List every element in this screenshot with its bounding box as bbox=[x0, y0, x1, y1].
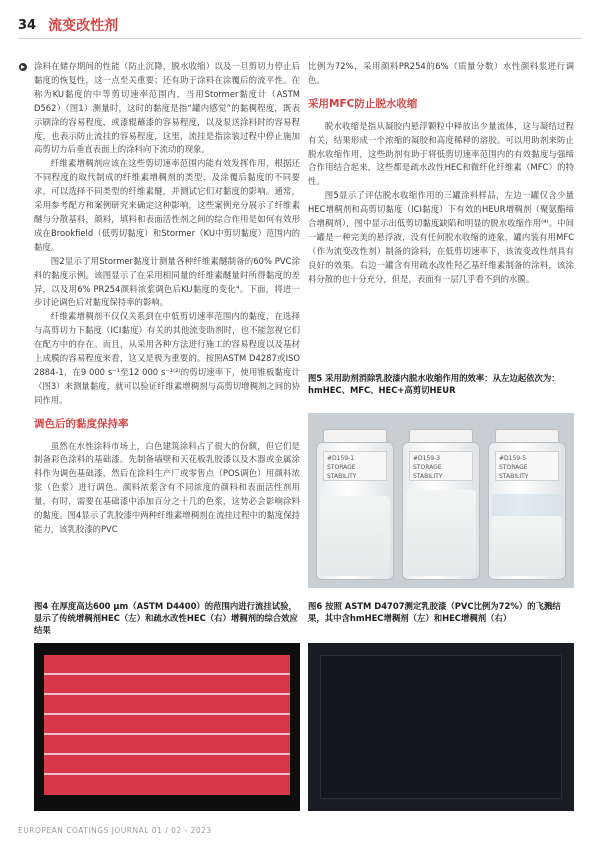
page-header bbox=[18, 14, 582, 36]
jar-cap bbox=[495, 429, 559, 443]
figure-6-photo bbox=[308, 643, 574, 811]
jar-paint bbox=[320, 496, 390, 576]
page-number: 34 bbox=[18, 17, 37, 33]
continuation-arrow-icon bbox=[19, 63, 27, 71]
figure-5-caption: 图5 采用助剂消除乳胶漆内脱水收缩作用的效率：从左边起依次为：hmHEC、MFC、HEC+高剪切HEUR bbox=[308, 373, 560, 395]
jar-paint bbox=[492, 516, 562, 576]
jar-label: #D159-5 STORAGE STABILITY bbox=[495, 451, 559, 481]
right-column bbox=[308, 60, 574, 287]
paragraph: 图5显示了评估脱水收缩作用的三罐涂料样品，左边一罐仅含少量HEC增稠剂和高剪切黏度（ICI黏度）下有效的HEUR增稠剂（聚氨酯缔合增稠剂），图中显示出低剪切黏度缺陷和明显的脱水收缩作用⁽⁴⁾。中间一罐是一种完美的悬浮液，没有任何脱水收缩的迹象，罐内装有用MFC（作为流变改性剂）制备的涂料，在低剪切速率下，该流变改性剂具有良好的效果。右边一罐含有用疏水改性羟乙基纤维素制备的涂料，该涂料分散的也十分充分，但是，表面有一层几乎看不到的水膜。 bbox=[308, 190, 574, 284]
paragraph: 图2显示了用Stormer黏度计测量各种纤维素醚制备的60% PVC涂料的黏度示例。该图显示了在采用相同量的纤维素醚量时所得黏度的差异，以及用6% PR254颜料浓浆调色后KU黏度的变化⁴。下面，将进一步讨论调色后对黏度保持率的影响。 bbox=[34, 255, 300, 308]
figure-4-photo bbox=[34, 643, 300, 811]
stripe-line bbox=[44, 673, 290, 675]
paragraph bbox=[34, 60, 300, 157]
jar-right bbox=[488, 442, 566, 580]
jar-water-layer bbox=[492, 494, 562, 516]
figure-5-photo bbox=[308, 413, 574, 588]
paragraph: 比例为72%，采用颜料PR254的6%（质量分数）水性颜料浆进行调色。 bbox=[308, 61, 574, 85]
figure-6-caption: 图6 按照 ASTM D4707测定乳胶漆（PVC比例为72%）的飞溅结果，其中含hmHEC增稠剂（左）和HEC增稠剂（右） bbox=[308, 601, 561, 623]
stripe-line bbox=[44, 773, 290, 775]
page-footer: EUROPEAN COATINGS JOURNAL 01 / 02 - 2023 bbox=[18, 826, 212, 835]
stripe-line bbox=[44, 713, 290, 715]
stripe-line bbox=[44, 733, 290, 735]
jar-label: #D159-1 STORAGE STABILITY bbox=[323, 451, 387, 481]
subheading: 调色后的黏度保持率 bbox=[34, 417, 129, 430]
jar-cap bbox=[323, 429, 387, 443]
figure-4-caption: 图4 在厚度高达600 μm（ASTM D4400）的范围内进行流挂试验，显示了传统增稠剂HEC（左）和疏水改性HEC（右）增稠剂的综合效应结果 bbox=[34, 601, 298, 635]
left-column bbox=[34, 60, 300, 537]
paragraph: 纤维素增稠剂不仅仅关系到在中低剪切速率范围内的黏度，在选择与高剪切力下黏度（ICI黏度）有关的其他流变助剂时，也不能忽视它们在配方中的存在。而且，从采用各种方法进行施工的容易程度以及基材上成膜的容易程度来看，这又是极为重要的。按照ASTM D4287或ISO 2884-1，在9 000 s⁻¹至12 000 s⁻¹⁽²⁾的剪切速率下，使用锥板黏度计（图3）来测量黏度，就可以验证纤维素增稠剂与高剪切增稠剂之间的协同作用。 bbox=[34, 311, 300, 405]
jar-paint bbox=[406, 490, 476, 576]
jar-left bbox=[316, 442, 394, 580]
stripe-line bbox=[44, 693, 290, 695]
subheading: 采用MFC防止脱水收缩 bbox=[308, 97, 418, 110]
sag-test-panel bbox=[44, 655, 290, 795]
paragraph: 纤维素增稠剂应该在这些剪切速率范围内能有效发挥作用，根据还不同程度的取代制成的纤维素增稠剂的类型，及涂覆后黏度的不同要求，可以选择不同类型的纤维素醚，并测试它们对黏度的影响。通常，采用参考配方和案例研究来确定这种影响，这些案例充分展示了纤维素醚与分散基料，颜料，填料和表面活性剂之间的综合作用是如何有效形成在Brookfield（低剪切黏度）和Stormer（KU中剪切黏度）范围内的黏度。 bbox=[34, 158, 300, 252]
jar-label: #D159-3 STORAGE STABILITY bbox=[409, 451, 473, 481]
jar-middle bbox=[402, 442, 480, 580]
spatter-test-panel bbox=[320, 655, 562, 799]
section-title: 流变改性剂 bbox=[48, 18, 119, 34]
paragraph: 虽然在水性涂料市场上，白色建筑涂料占了很大的份额，但它们是制备彩色涂料的基础漆。先制备墙壁和天花板乳胶漆以及木器或金属涂料作为调色基础漆，然后在涂料生产厂或零售点（POS调色）用颜料浓浆（色浆）进行调色。颜料浓浆含有不同浓度的颜料和表面活性剂用量，有时，需要在基础漆中添加百分之十几的色浆，这势必会影响涂料的黏度。图4显示了乳胶漆中两种纤维素增稠剂在流挂过程中的黏度保持能力，该乳胶漆的PVC bbox=[34, 440, 300, 534]
header-divider bbox=[18, 38, 582, 39]
jar-cap bbox=[409, 429, 473, 443]
stripe-line bbox=[44, 753, 290, 755]
paragraph-text: 涂料在储存期间的性能（防止沉降，脱水收缩）以及一旦剪切力停止后黏度的恢复性，这一点至关重要；还有助于涂料在涂覆后的流平性。在称为KU黏度的中等剪切速率范围内，当用Stormer黏度计（ASTM D562）（图1）测量时，这时的黏度是指“罐内感觉”的黏稠程度，既表示刷涂的容易程度，或漆辊蘸漆的容易程度，以及泵送涂料时的容易程度，也表示防止流挂的容易程度，这里，流挂是指涂装过程中停止施加高剪切力后垂直表面上的涂料向下流动的现象。 bbox=[34, 61, 300, 155]
paragraph: 脱水收缩是指从凝胶内悬浮颗粒中释放出少量流体，这与凝结过程有关，结果形成一个浓缩的凝胶和高度稀释的溶胶。可以用助剂来防止脱水收缩作用，这些助剂有助于将低剪切速率范围内的有效黏度与强缔合作用结合起来，这些都是疏水改性HEC和微纤化纤维素（MFC）的特性。 bbox=[308, 120, 574, 187]
